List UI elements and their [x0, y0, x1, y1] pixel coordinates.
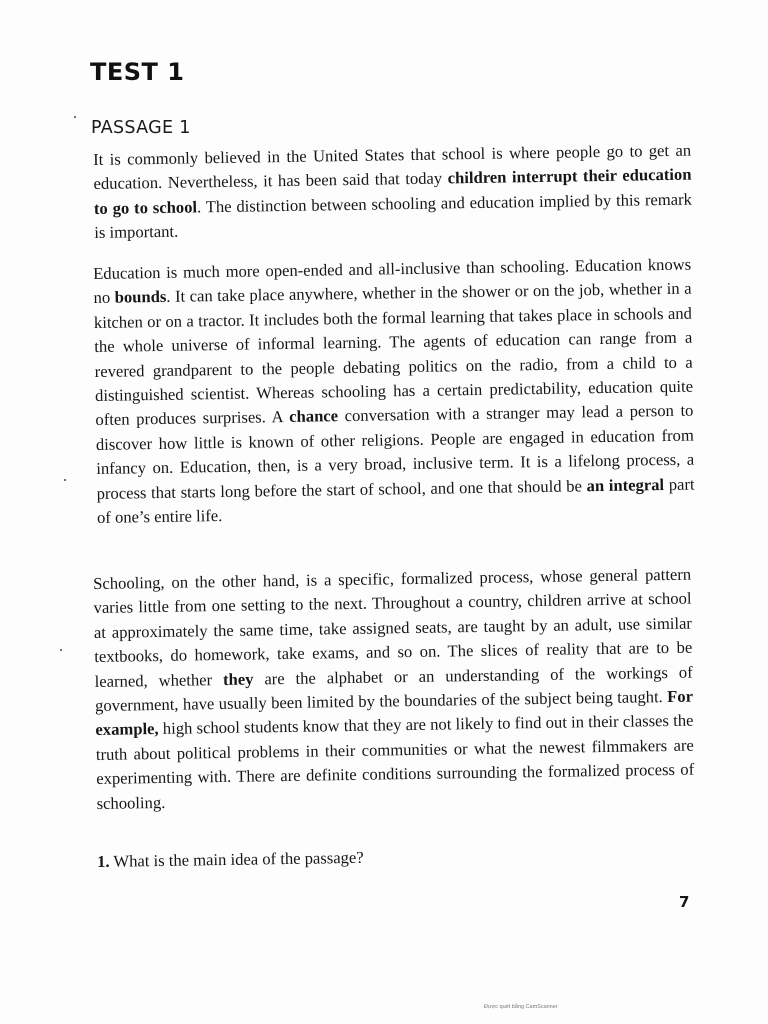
paragraph-text: . The distinction between schooling and education implied by this remark is important.: [94, 189, 693, 243]
page-number: 7: [679, 893, 690, 911]
bold-word: they: [222, 669, 254, 689]
paragraph-text: . It can take place anywhere, whether in the shower or on the job, whether in a kitchen or on a tractor. It includes both the formal learning that takes place in schools and the whole universe of informal learning. The agents of education can range from a revered grandparent to the people debating politics on the radio, from a child to a distinguished scientist. Whereas schooling has a certain predictability, education quite often produces surprises. A: [93, 279, 694, 430]
passage-title: PASSAGE 1: [91, 118, 191, 138]
paragraph-text: part of one’s entire life.: [96, 474, 695, 528]
question-number: 1.: [97, 851, 110, 871]
question-1: [97, 848, 364, 872]
paragraph-text: Education is much more open-ended and all-inclusive than schooling. Education knows no: [93, 254, 692, 308]
scan-speck: [60, 649, 62, 651]
scan-speck: [74, 116, 76, 118]
test-title: TEST 1: [90, 58, 185, 86]
paragraph-text: Schooling, on the other hand, is a specific, formalized process, whose general pattern varies little from one setting to the next. Throughout a country, children arrive at school at approximately the same time, take assigned seats, are taught by an adult, use similar textbooks, do homework, take exams, and so on. The slices of reality that are to be learned, whether: [93, 564, 693, 691]
passage-paragraph-2: [93, 253, 695, 531]
bold-phrase: an integral: [586, 474, 665, 495]
paragraph-text: high school students know that they are not likely to find out in their classes the truth about political problems in their communities or what the newest filmmakers are experimenting with. There are definite conditions surrounding the formalized process of schooling.: [95, 711, 695, 813]
paragraph-text: conversation with a stranger may lead a person to discover how little is known of other religions. People are engaged in education from infancy on. Education, then, is a very broad, inclusive term. It is a lifelong process, a process that starts long before the start of school, and one that should be: [95, 401, 695, 503]
passage-paragraph-3: [93, 563, 695, 816]
bold-word: bounds: [114, 287, 167, 308]
question-text: What is the main idea of the passage?: [113, 847, 364, 871]
paragraph-text: It is commonly believed in the United States that school is where people go to get an education. Nevertheless, it has been said that today: [93, 140, 692, 194]
scan-speck: [64, 479, 66, 481]
passage-paragraph-1: [93, 139, 692, 246]
scanner-watermark: Được quét bằng CamScanner: [484, 1004, 558, 1010]
bold-phrase: For example,: [95, 686, 694, 740]
bold-phrase: children interrupt their education to go to school: [93, 165, 692, 218]
paragraph-text: are the alphabet or an understanding of the workings of government, have usually been limited by the boundaries of the subject being taught.: [94, 662, 693, 716]
bold-word: chance: [289, 406, 339, 427]
